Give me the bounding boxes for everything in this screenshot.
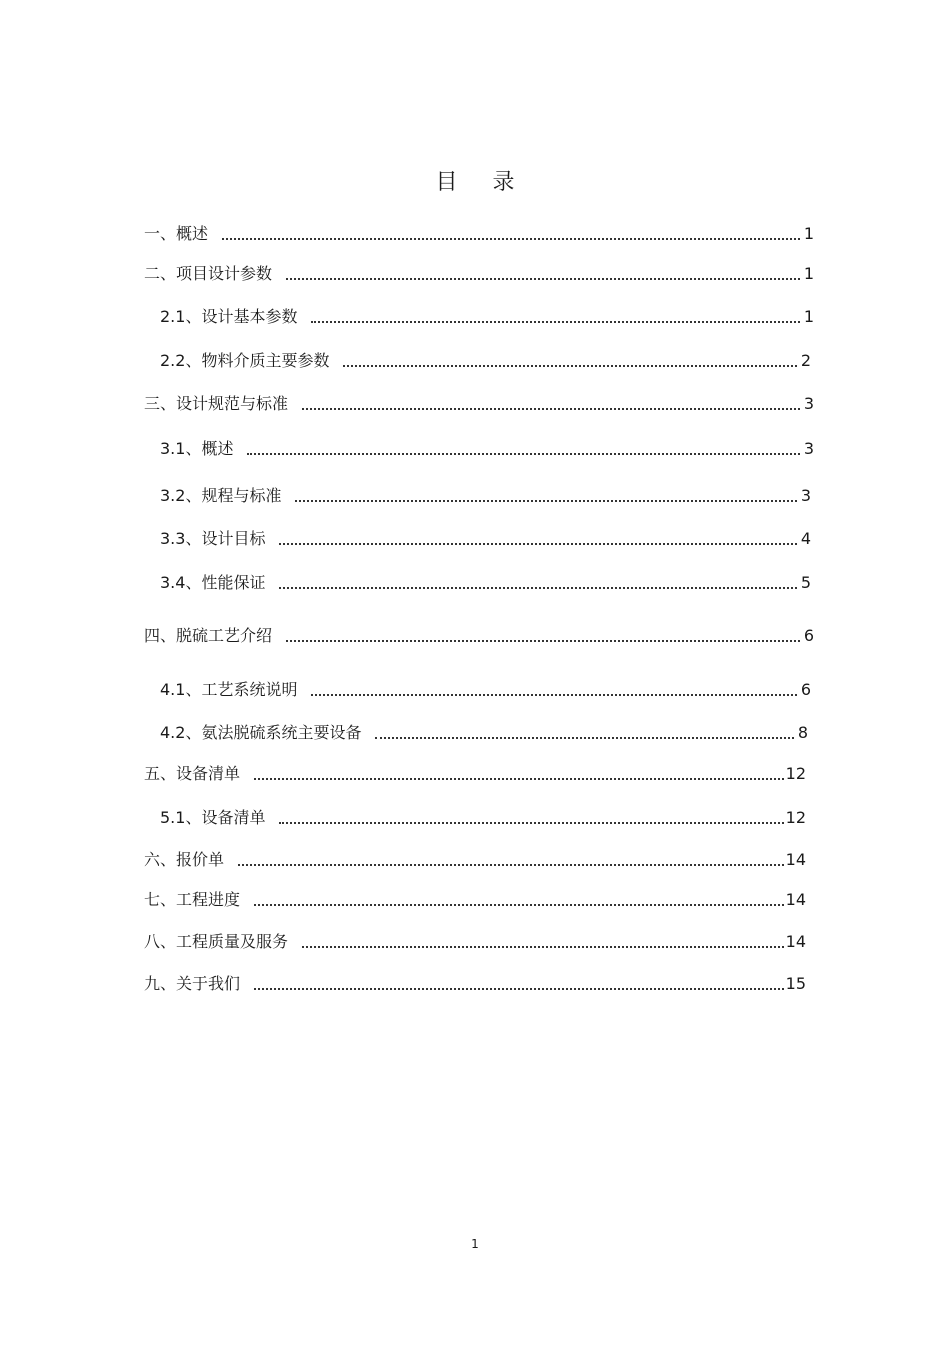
toc-entry-page: 3	[803, 439, 814, 458]
toc-entry-label: 八、工程质量及服务	[144, 932, 289, 951]
toc-entry-page: 6	[800, 680, 811, 699]
toc-entry-label: 2.1、设计基本参数	[160, 307, 298, 326]
toc-leader-dots	[222, 238, 800, 240]
toc-entry[interactable]	[144, 972, 806, 994]
toc-entry-page: 5	[800, 573, 811, 592]
toc-entry-label: 五、设备清单	[144, 764, 241, 783]
toc-entry-label: 4.1、工艺系统说明	[160, 680, 298, 699]
toc-entry-label: 三、设计规范与标准	[144, 394, 289, 413]
toc-leader-dots	[238, 864, 784, 866]
toc-entry[interactable]	[160, 484, 811, 506]
toc-entry-label: 3.2、规程与标准	[160, 486, 282, 505]
page-number: 1	[471, 1237, 479, 1251]
toc-entry-page: 3	[800, 486, 811, 505]
toc-entry[interactable]	[144, 262, 814, 284]
toc-entry-label: 5.1、设备清单	[160, 808, 266, 827]
toc-entry[interactable]	[144, 888, 806, 910]
toc-entry-label: 3.3、设计目标	[160, 529, 266, 548]
toc-entry-page: 4	[800, 529, 811, 548]
toc-entry[interactable]	[160, 305, 814, 327]
toc-entry-label: 二、项目设计参数	[144, 264, 273, 283]
toc-leader-dots	[279, 587, 797, 589]
toc-entry[interactable]	[144, 930, 806, 952]
toc-leader-dots	[254, 778, 784, 780]
toc-entry-page: 3	[803, 394, 814, 413]
toc-entry-page: 8	[797, 723, 808, 742]
toc-entry[interactable]	[144, 848, 806, 870]
toc-leader-dots	[279, 543, 797, 545]
toc-entry-page: 1	[803, 307, 814, 326]
toc-entry-label: 七、工程进度	[144, 890, 241, 909]
toc-leader-dots	[302, 946, 784, 948]
toc-leader-dots	[302, 408, 800, 410]
toc-leader-dots	[286, 278, 800, 280]
toc-leader-dots	[311, 694, 797, 696]
toc-entry[interactable]	[160, 437, 814, 459]
toc-entry-label: 4.2、氨法脱硫系统主要设备	[160, 723, 362, 742]
toc-leader-dots	[279, 822, 783, 824]
toc-entry-label: 3.4、性能保证	[160, 573, 266, 592]
toc-leader-dots	[375, 737, 794, 739]
toc-entry-label: 九、关于我们	[144, 974, 241, 993]
toc-entry-page: 2	[800, 351, 811, 370]
toc-entry-label: 2.2、物料介质主要参数	[160, 351, 330, 370]
toc-entry[interactable]	[160, 571, 811, 593]
toc-leader-dots	[311, 321, 800, 323]
toc-entry-label: 3.1、概述	[160, 439, 234, 458]
toc-leader-dots	[254, 904, 784, 906]
toc-entry-label: 一、概述	[144, 224, 209, 243]
toc-entry-page: 12	[785, 808, 806, 827]
toc-entry-page: 1	[803, 264, 814, 283]
toc-entry[interactable]	[160, 721, 808, 743]
toc-leader-dots	[247, 453, 800, 455]
toc-entry-label: 六、报价单	[144, 850, 225, 869]
toc-entry[interactable]	[160, 678, 811, 700]
toc-entry-page: 14	[785, 850, 806, 869]
toc-entry-page: 14	[785, 932, 806, 951]
toc-entry-page: 6	[803, 626, 814, 645]
toc-title: 目 录	[435, 170, 529, 195]
toc-entry-page: 12	[785, 764, 806, 783]
toc-leader-dots	[254, 988, 784, 990]
toc-entry[interactable]	[160, 349, 811, 371]
toc-entry[interactable]	[160, 806, 806, 828]
toc-leader-dots	[286, 640, 800, 642]
toc-entry-page: 14	[785, 890, 806, 909]
toc-entry-label: 四、脱硫工艺介绍	[144, 626, 273, 645]
toc-entry[interactable]	[144, 222, 814, 244]
toc-entry[interactable]	[144, 624, 814, 646]
toc-entry-page: 1	[803, 224, 814, 243]
toc-entry-page: 15	[785, 974, 806, 993]
toc-entry[interactable]	[144, 392, 814, 414]
toc-entry[interactable]	[160, 527, 811, 549]
toc-leader-dots	[343, 365, 797, 367]
toc-entry[interactable]	[144, 762, 806, 784]
toc-leader-dots	[295, 500, 797, 502]
